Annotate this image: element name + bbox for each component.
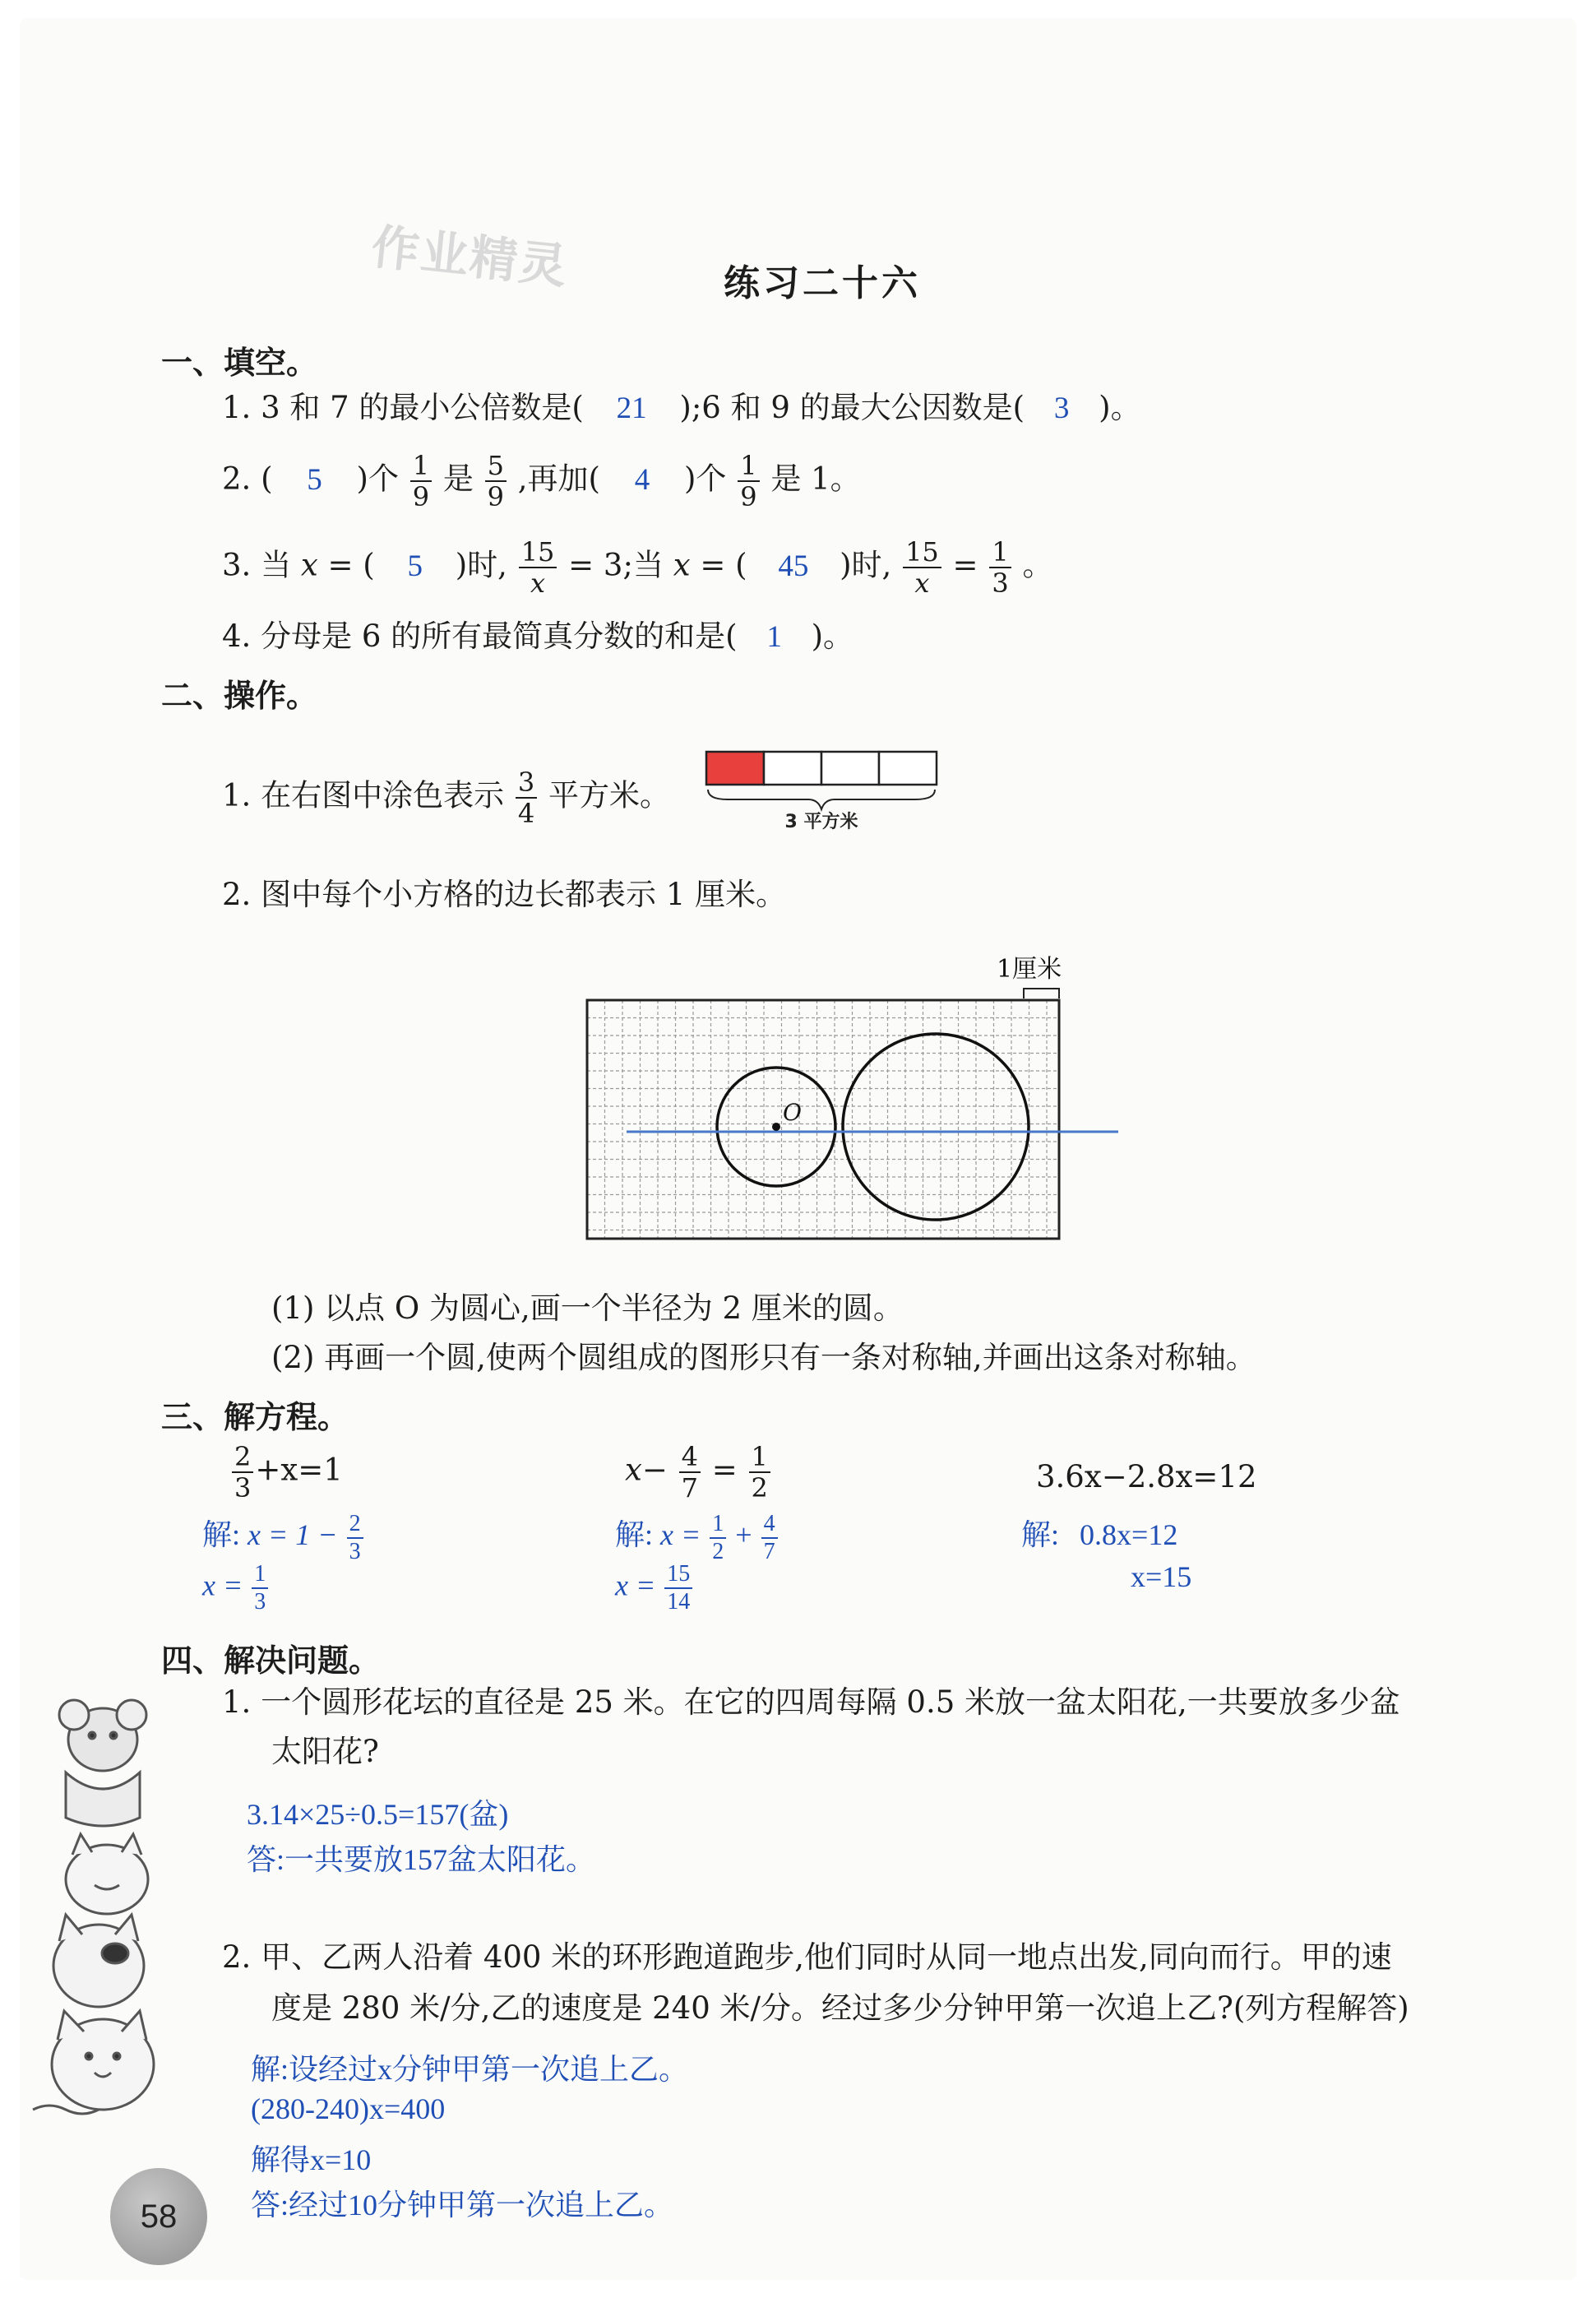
- fill-q2: 2. ( 5 )个 $\frac{1}{9}$ 是 $\frac{5}{9}$ ,再加( 4 )个 $\frac{1}{9}$ 是 1。: [222, 450, 861, 512]
- section1-heading: 一、填空。: [161, 345, 318, 381]
- equation-3-step1: 解: 0.8x=12: [1021, 1518, 1178, 1551]
- brace: [708, 790, 935, 809]
- fill-q1: 1. 3 和 7 的最小公倍数是( 21 );6 和 9 的最大公因数是( 3 )。: [222, 390, 1141, 425]
- equation-2: x− $\frac{4}{7}$ = $\frac{1}{2}$: [625, 1443, 772, 1501]
- equation-2-step1: 解: x = $\frac{1}{2}$ + $\frac{4}{7}$: [615, 1512, 779, 1564]
- problem-2-line2: 度是 280 米/分,乙的速度是 240 米/分。经过多少分钟甲第一次追上乙?(列方程解答): [271, 1990, 1409, 2026]
- equation-3-step2: x=15: [1131, 1560, 1192, 1593]
- bar-cell[interactable]: [821, 752, 879, 785]
- answer: 5: [307, 462, 322, 497]
- section2-heading: 二、操作。: [161, 678, 318, 714]
- op-q1: 1. 在右图中涂色表示 $\frac{3}{4}$ 平方米。: [222, 767, 670, 829]
- problem-1-line2: 太阳花?: [271, 1734, 379, 1769]
- problem-2-answer4: 答:经过10分钟甲第一次追上乙。: [251, 2189, 674, 2222]
- problem-1-line1: 1. 一个圆形花坛的直径是 25 米。在它的四周每隔 0.5 米放一盆太阳花,一共要放多少盆: [222, 1684, 1400, 1720]
- circle-large[interactable]: [843, 1034, 1029, 1220]
- answer: 1: [766, 620, 782, 654]
- answer: 5: [407, 549, 423, 583]
- unit-label: 1厘米: [997, 955, 1062, 984]
- fraction-bar-figure: [703, 748, 941, 839]
- bar-cell-shaded[interactable]: [706, 752, 764, 785]
- equation-3: 3.6x−2.8x=12: [1036, 1459, 1257, 1494]
- problem-1-answer2: 答:一共要放157盆太阳花。: [247, 1843, 596, 1876]
- center-label: O: [783, 1099, 802, 1126]
- fill-q3: 3. 当 x = ( 5 )时, $\frac{15}{x}$ = 3;当 x = ( 45 )时, $\frac{15}{x}$ = $\frac{1}{3}$ 。: [222, 536, 1053, 599]
- bar-cell[interactable]: [879, 752, 937, 785]
- page-title: 练习二十六: [724, 262, 921, 304]
- unit-bracket: [1024, 989, 1059, 998]
- bar-label: 3 平方米: [784, 812, 858, 832]
- equation-1: $\frac{2}{3}$ +x=1: [230, 1443, 343, 1501]
- watermark: 作业精灵: [368, 218, 571, 295]
- op-q2-sub1: (1) 以点 O 为圆心,画一个半径为 2 厘米的圆。: [271, 1290, 904, 1326]
- section3-heading: 三、解方程。: [161, 1399, 349, 1435]
- answer: 21: [616, 391, 647, 425]
- fill-q4: 4. 分母是 6 的所有最简真分数的和是( 1 )。: [222, 619, 854, 654]
- problem-2-line1: 2. 甲、乙两人沿着 400 米的环形跑道跑步,他们同时从同一地点出发,同向而行。甲的速: [222, 1939, 1392, 1975]
- grid-figure: [576, 946, 1135, 1258]
- cartoon-animals-illustration: [16, 1694, 173, 2122]
- problem-2-answer1: 解:设经过x分钟甲第一次追上乙。: [251, 2053, 689, 2086]
- center-point: [772, 1123, 780, 1131]
- answer: 4: [634, 462, 650, 497]
- problem-2-answer2: (280-240)x=400: [251, 2092, 446, 2125]
- bar-cell[interactable]: [764, 752, 821, 785]
- problem-2-answer3: 解得x=10: [251, 2143, 372, 2176]
- section4-heading: 四、解决问题。: [161, 1642, 381, 1679]
- op-q2-sub2: (2) 再画一个圆,使两个圆组成的图形只有一条对称轴,并画出这条对称轴。: [271, 1340, 1256, 1375]
- problem-1-answer1: 3.14×25÷0.5=157(盆): [247, 1798, 509, 1831]
- answer: 3: [1053, 391, 1070, 425]
- page-number: 58: [110, 2168, 207, 2265]
- op-q2-text: 2. 图中每个小方格的边长都表示 1 厘米。: [222, 877, 787, 912]
- equation-1-step1: 解: x = 1 − $\frac{2}{3}$: [202, 1512, 365, 1564]
- equation-2-step2: x = $\frac{15}{14}$: [615, 1563, 694, 1614]
- equation-1-step2: x = $\frac{1}{3}$: [202, 1563, 270, 1614]
- answer: 45: [778, 549, 809, 583]
